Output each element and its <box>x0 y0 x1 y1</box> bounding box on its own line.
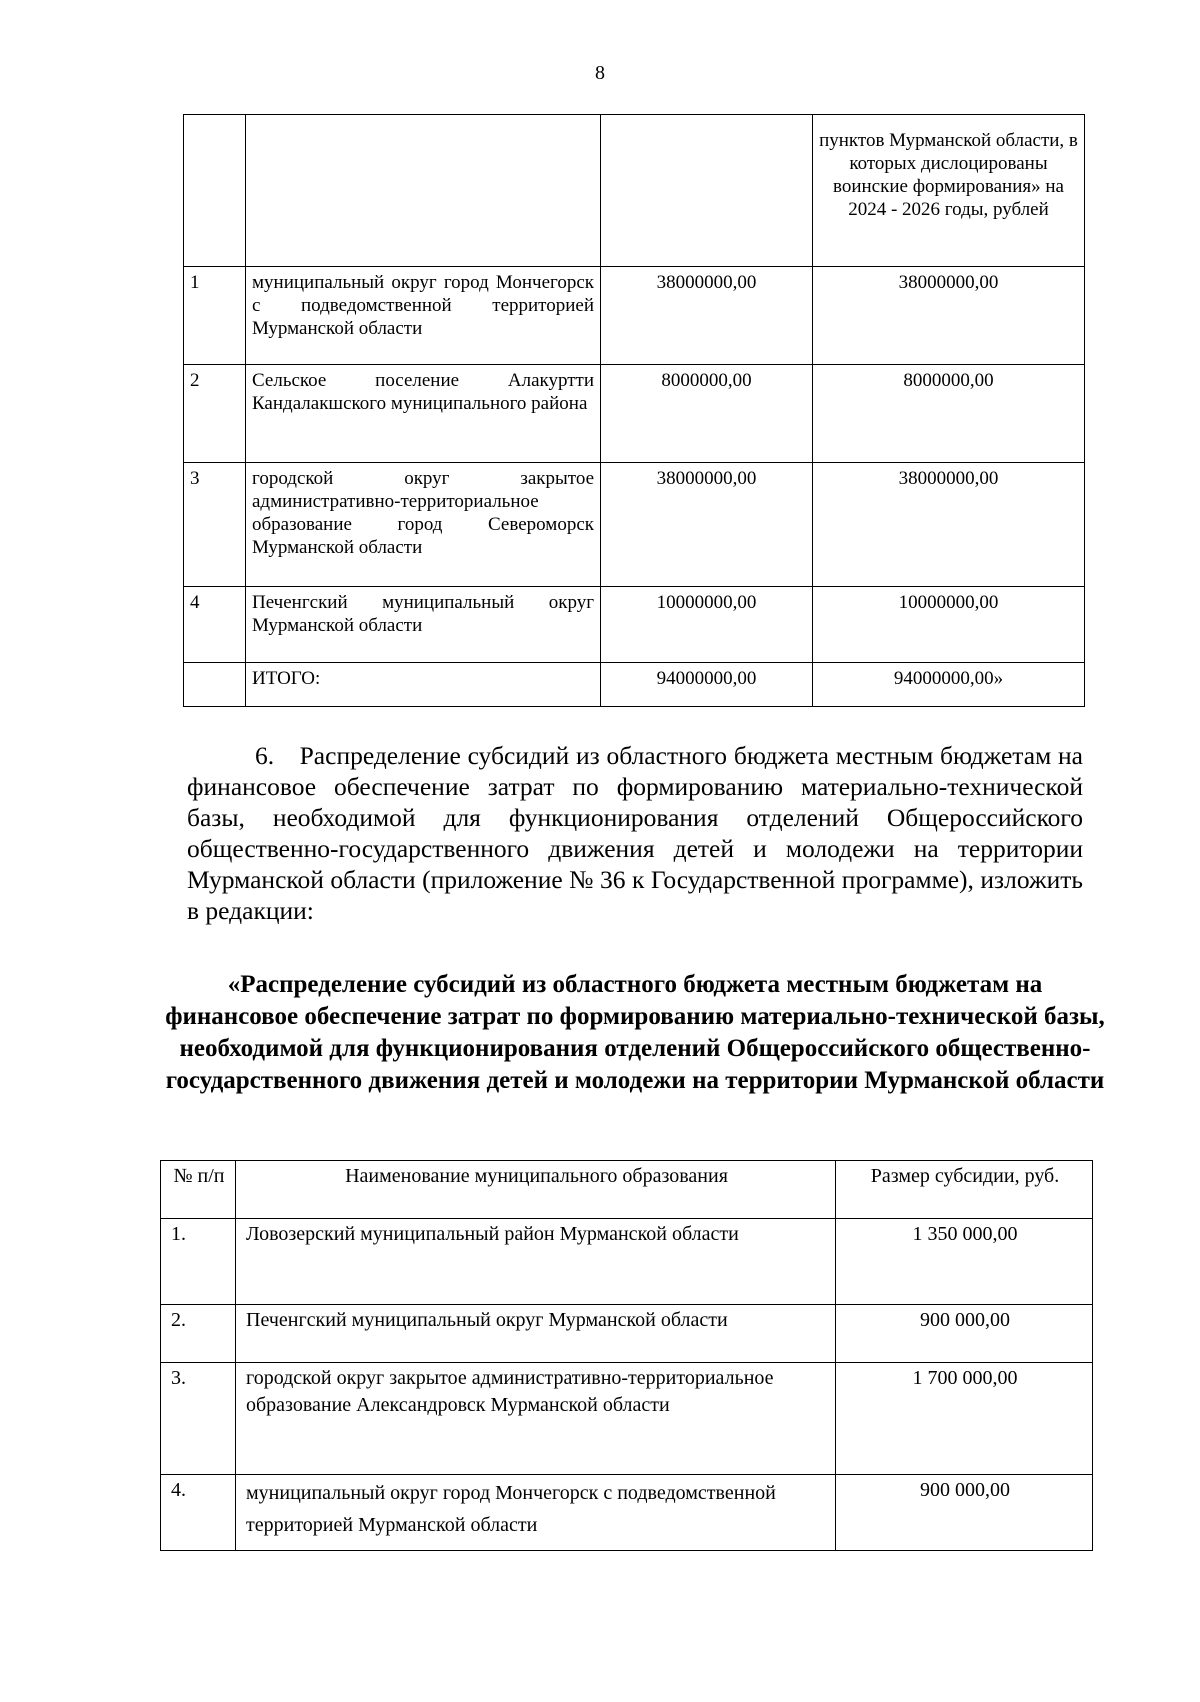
total-label: ИТОГО: <box>246 663 601 707</box>
municipality-name: Сельское поселение Алакуртти Кандалакшского муниципального района <box>246 365 601 463</box>
table-row <box>184 463 1085 587</box>
subsidy-table-continuation <box>183 114 1085 707</box>
amount-value: 38000000,00 <box>601 463 813 587</box>
total-value: 94000000,00 <box>601 663 813 707</box>
header-subsidy: Размер субсидии, руб. <box>836 1161 1093 1219</box>
total-value: 94000000,00» <box>813 663 1085 707</box>
municipality-name: Печенгский муниципальный округ Мурманской области <box>246 587 601 663</box>
row-number: 2 <box>184 365 246 463</box>
municipality-name: Печенгский муниципальный округ Мурманской области <box>236 1305 836 1363</box>
header-cell-empty <box>246 115 601 267</box>
header-municipality: Наименование муниципального образования <box>236 1161 836 1219</box>
row-number-empty <box>184 663 246 707</box>
subsidy-amount: 900 000,00 <box>836 1305 1093 1363</box>
row-number: 2. <box>161 1305 236 1363</box>
header-number: № п/п <box>161 1161 236 1219</box>
subsidy-amount: 1 350 000,00 <box>836 1219 1093 1305</box>
municipality-name: городской округ закрытое административно-территориальное образование Александровск Мурманской области <box>236 1363 836 1475</box>
header-cell-empty <box>601 115 813 267</box>
municipality-name: муниципальный округ город Мончегорск с подведомственной территорией Мурманской области <box>246 267 601 365</box>
municipality-name: муниципальный округ город Мончегорск с подведомственной территорией Мурманской области <box>236 1475 836 1551</box>
amount-value: 10000000,00 <box>601 587 813 663</box>
table-row <box>161 1363 1093 1475</box>
table-row <box>184 267 1085 365</box>
row-number: 1. <box>161 1219 236 1305</box>
table-row <box>184 365 1085 463</box>
table-row <box>161 1219 1093 1305</box>
table-row <box>161 1475 1093 1551</box>
amount-value: 8000000,00 <box>601 365 813 463</box>
municipality-name: городской округ закрытое административно-территориальное образование город Североморск Мурманской области <box>246 463 601 587</box>
amount-value: 38000000,00 <box>813 267 1085 365</box>
municipality-name: Ловозерский муниципальный район Мурманской области <box>236 1219 836 1305</box>
table-header-row <box>184 115 1085 267</box>
row-number: 3 <box>184 463 246 587</box>
row-number: 4. <box>161 1475 236 1551</box>
table-row <box>184 587 1085 663</box>
header-cell-period: пунктов Мурманской области, в которых дислоцированы воинские формирования» на 2024 - 2026 годы, рублей <box>813 115 1085 267</box>
table-row <box>161 1305 1093 1363</box>
row-number: 3. <box>161 1363 236 1475</box>
section-heading: «Распределение субсидий из областного бюджета местным бюджетам на финансовое обеспечение затрат по формированию материально-технической базы, необходимой для функционирования отделений Общероссийского общественно-государственного движения детей и молодежи на территории Мурманской области <box>165 971 1105 1094</box>
subsidy-amount: 1 700 000,00 <box>836 1363 1093 1475</box>
amount-value: 38000000,00 <box>601 267 813 365</box>
subsidy-distribution-table <box>160 1160 1093 1551</box>
header-cell-empty <box>184 115 246 267</box>
body-paragraph: 6. Распределение субсидий из областного бюджета местным бюджетам на финансовое обеспечение затрат по формированию материально-технической базы, необходимой для функционирования отделений Общероссийского общественно-государственного движения детей и молодежи на территории Мурманской области (приложение № 36 к Государственной программе), изложить в редакции: <box>187 741 1083 925</box>
table-header-row <box>161 1161 1093 1219</box>
amount-value: 10000000,00 <box>813 587 1085 663</box>
subsidy-amount: 900 000,00 <box>836 1475 1093 1551</box>
row-number: 4 <box>184 587 246 663</box>
page-number: 8 <box>595 62 605 84</box>
amount-value: 8000000,00 <box>813 365 1085 463</box>
table-total-row <box>184 663 1085 707</box>
row-number: 1 <box>184 267 246 365</box>
amount-value: 38000000,00 <box>813 463 1085 587</box>
